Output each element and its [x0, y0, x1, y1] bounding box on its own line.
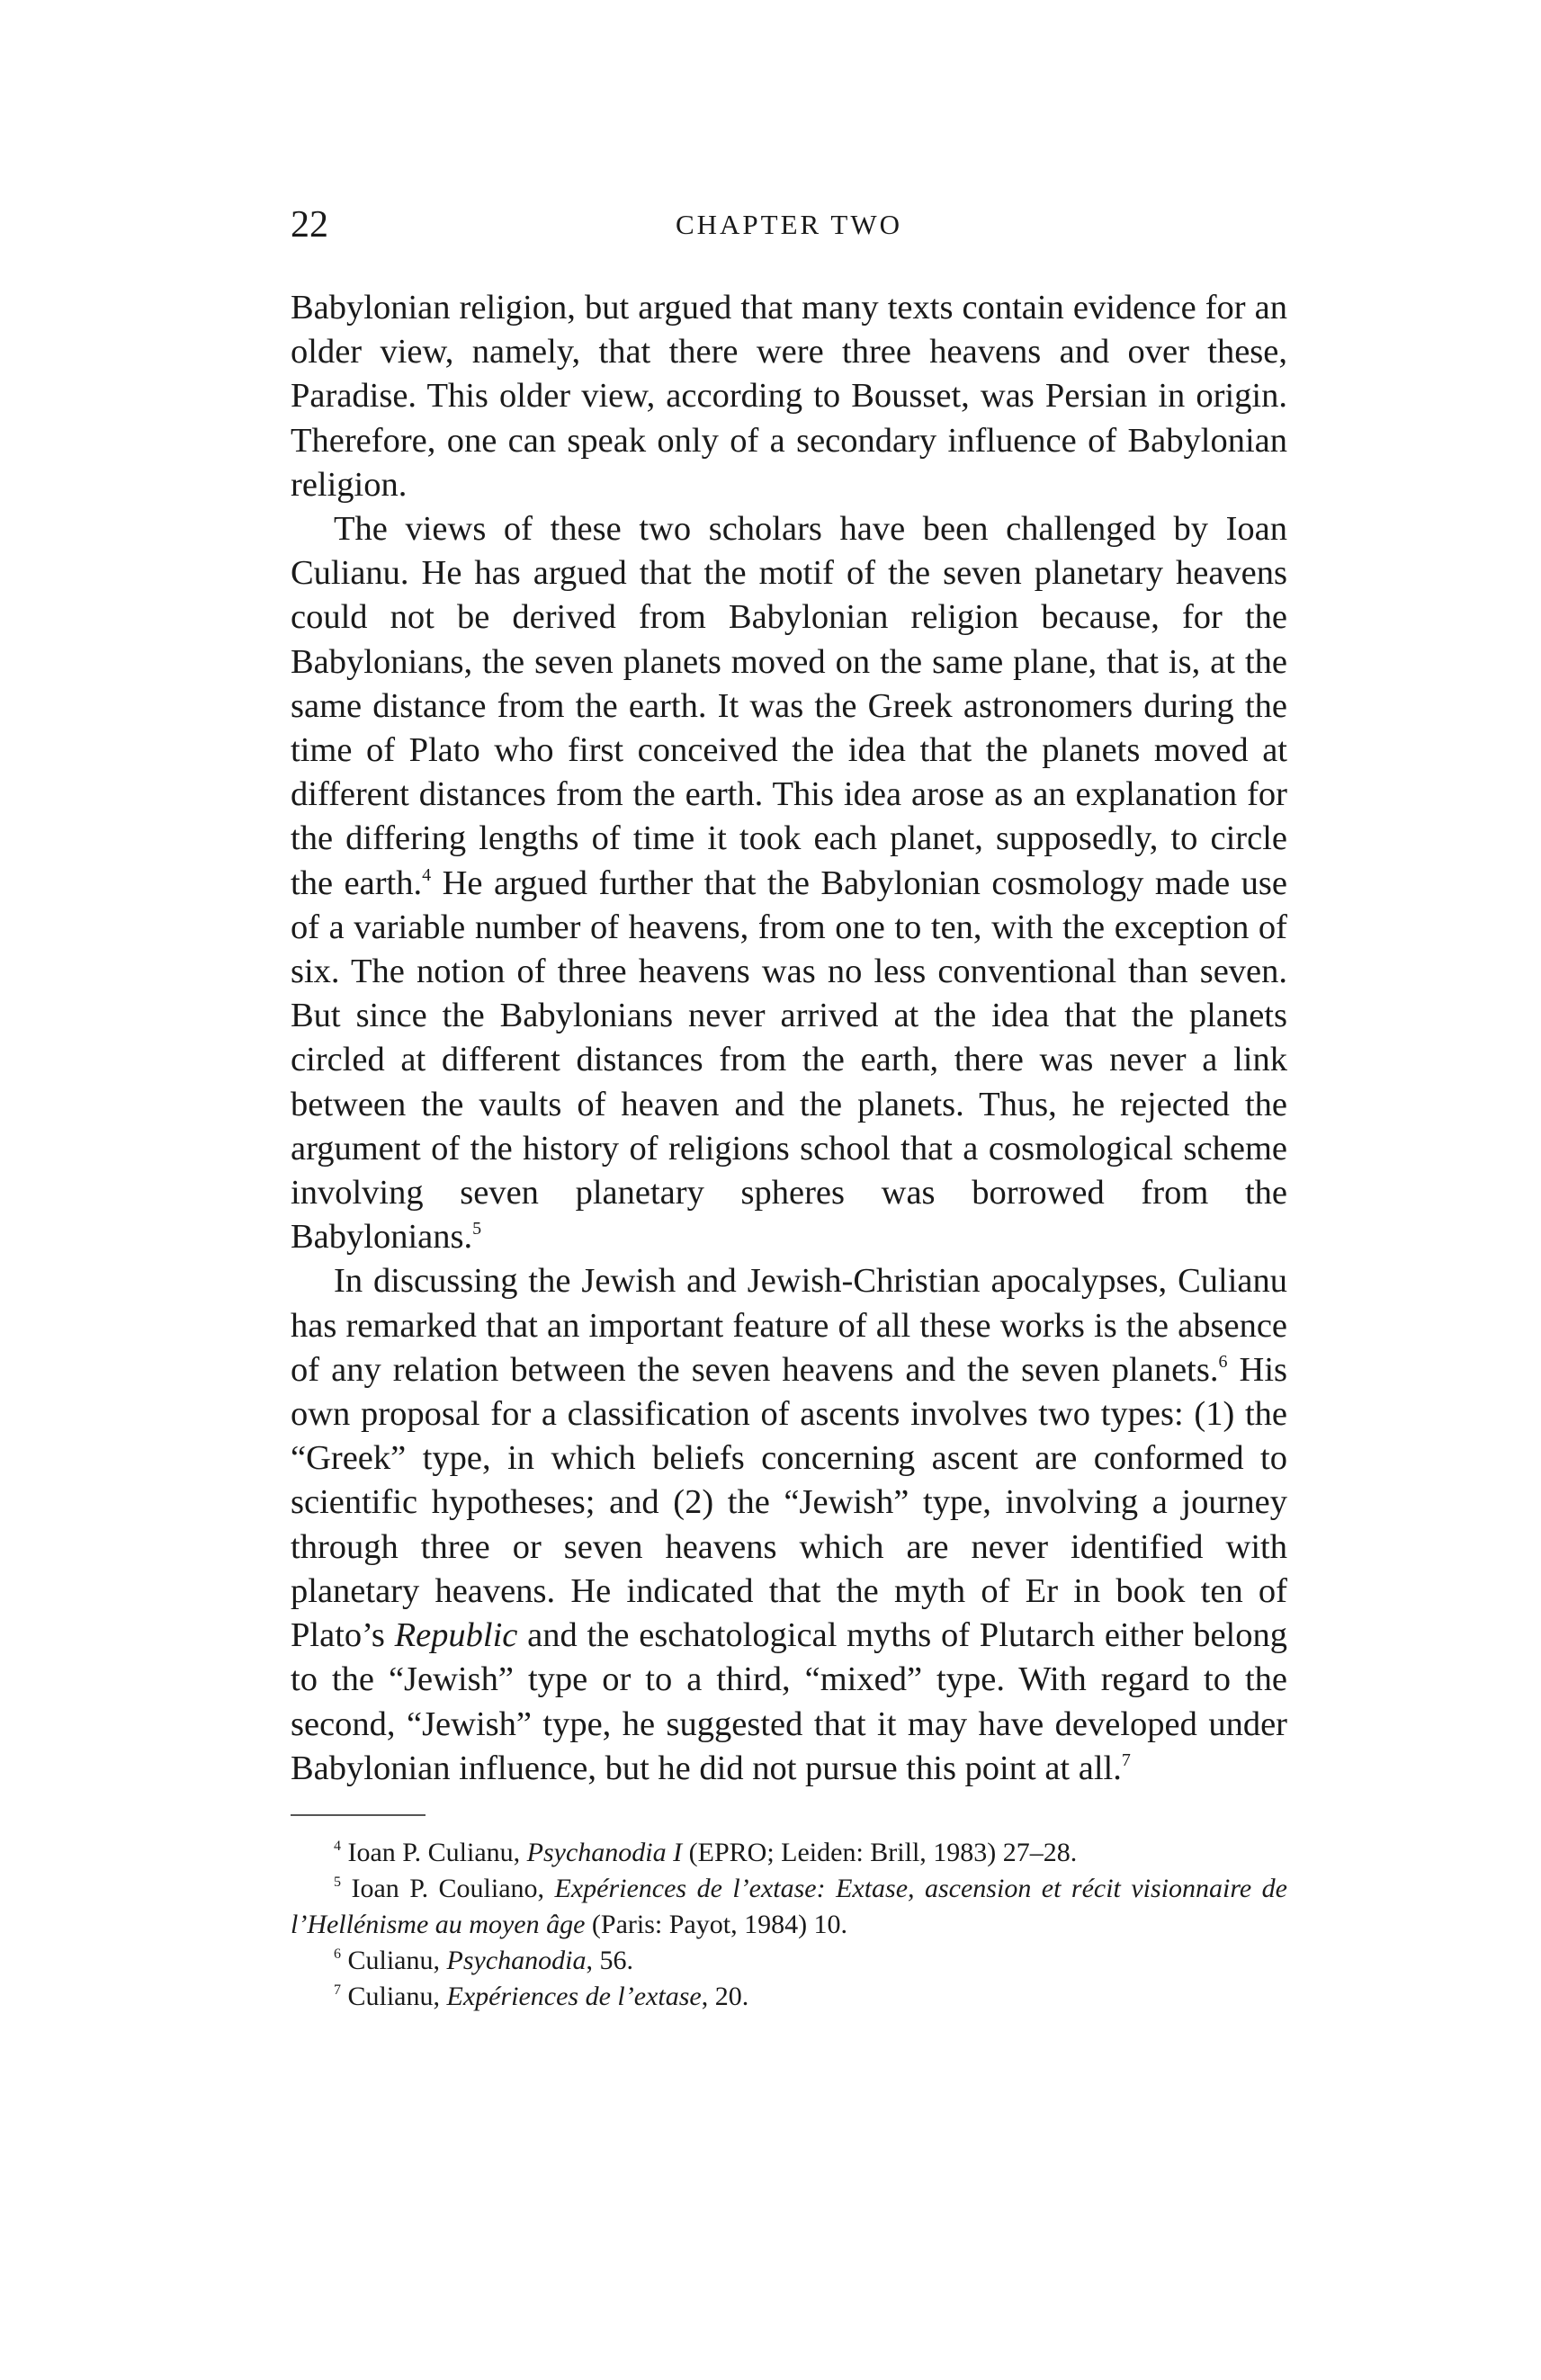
footnote-marker: 5 — [472, 1219, 482, 1239]
body-text — [291, 286, 1287, 1791]
footnote-marker: 7 — [1121, 1749, 1131, 1770]
paragraph — [291, 1259, 1287, 1790]
italic-title: Psychanodia I — [526, 1838, 683, 1867]
text-run: His own proposal for a classification of ascents involves two types: (1) the “Greek” type, in which beliefs concerning ascent are conformed to scientific hypotheses; and (2) the “Jewish” type, involving a journey through three or seven heavens which are never identified with planetary heavens. He indicated that the myth of Er in book ten of Plato’s — [291, 1350, 1287, 1655]
paragraph — [291, 507, 1287, 1259]
italic-title: Republic — [394, 1616, 518, 1655]
text-run: Ioan P. Couliano, — [341, 1874, 555, 1903]
text-run: , 20. — [701, 1982, 749, 2011]
text-run: and the eschatological myths of Plutarch either belong to the “Jewish” type or to a third, “mixed” type. With regard to the second, “Jewish” type, he suggested that it may have developed under Babylonian influence, but he did not pursue this point at all. — [291, 1616, 1287, 1787]
text-run: The views of these two scholars have been challenged by Ioan Culianu. He has argued that the motif of the seven planetary heavens could not be derived from Babylonian religion because, for the Babylonians, the seven planets moved on the same plane, that is, at the same distance from the earth. It was the Greek astronomers during the time of Plato who first conceived the idea that the planets moved at different distances from the earth. This idea arose as an explanation for the differing lengths of time it took each planet, supposedly, to circle the earth. — [291, 510, 1287, 902]
text-run: (EPRO; Leiden: Brill, 1983) 27–28. — [682, 1838, 1078, 1867]
footnote — [291, 1943, 1287, 1979]
footnotes — [291, 1835, 1287, 2015]
text-run: Babylonian religion, but argued that many texts contain evidence for an older view, namely, that there were three heavens and over these, Paradise. This older view, according to Bousset, was Persian in origin. Therefore, one can speak only of a secondary influence of Babylonian religion. — [291, 289, 1287, 504]
italic-title: Expériences de l’extase: Extase, ascension et récit visionnaire de l’Hellénisme au moyen âge — [291, 1874, 1287, 1939]
running-head — [291, 200, 1287, 250]
chapter-title: CHAPTER TWO — [675, 209, 902, 240]
footnote-marker: 6 — [334, 1946, 341, 1962]
footnote-marker: 4 — [334, 1839, 341, 1854]
text-run: Culianu, — [341, 1982, 447, 2011]
page-number: 22 — [291, 204, 328, 246]
italic-title: Psychanodia — [446, 1946, 587, 1975]
footnote — [291, 1979, 1287, 2015]
footnote — [291, 1871, 1287, 1943]
italic-title: Expériences de l’extase — [446, 1982, 702, 2011]
text-run: Culianu, — [341, 1946, 447, 1975]
footnote-marker: 5 — [334, 1874, 341, 1890]
text-run: , 56. — [586, 1946, 633, 1975]
footnote-separator — [291, 1814, 426, 1816]
paragraph — [291, 286, 1287, 507]
text-run: He argued further that the Babylonian cosmology made use of a variable number of heavens, from one to ten, with the exception of six. The notion of three heavens was no less conventional than seven. But since the Babylonians never arrived at the idea that the planets circled at different distances from the earth, there was never a link between the vaults of heaven and the planets. Thus, he rejected the argument of the history of religions school that a cosmological scheme involving seven planetary spheres was borrowed from the Babylonians. — [291, 863, 1287, 1257]
footnote-marker: 6 — [1218, 1351, 1228, 1372]
footnote-marker: 4 — [422, 864, 432, 885]
footnote-marker: 7 — [334, 1982, 341, 1998]
footnote — [291, 1835, 1287, 1871]
text-run: In discussing the Jewish and Jewish-Christian apocalypses, Culianu has remarked that an important feature of all these works is the absence of any relation between the seven heavens and the seven planets. — [291, 1262, 1287, 1389]
text-run: Ioan P. Culianu, — [341, 1838, 527, 1867]
text-run: (Paris: Payot, 1984) 10. — [585, 1910, 848, 1939]
